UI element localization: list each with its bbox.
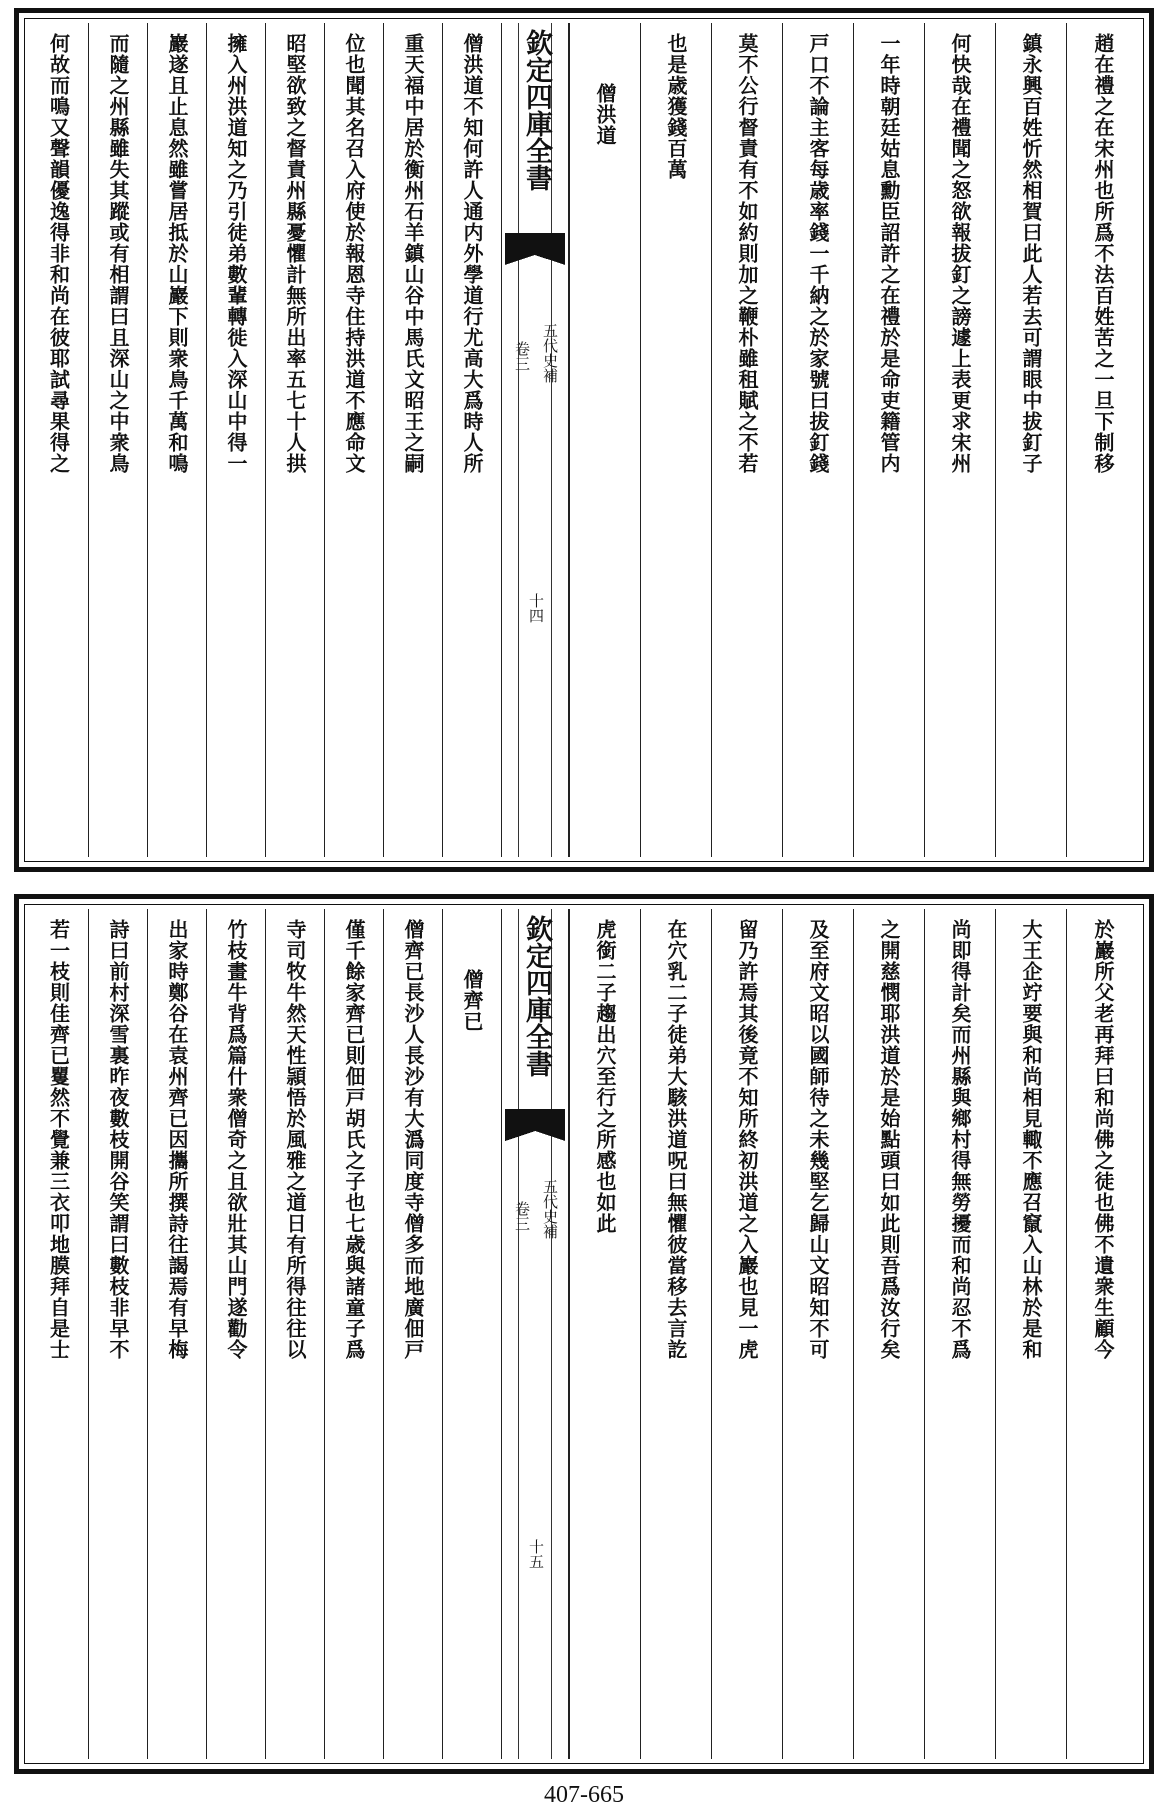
text-column: 僧齊已 bbox=[442, 909, 501, 1759]
section-title: 五代史補 bbox=[541, 323, 559, 383]
page-code: 407-665 bbox=[544, 1782, 624, 1808]
text-column: 尚即得計矣而州縣與鄉村得無勞擾而和尚忍不爲 bbox=[924, 909, 995, 1759]
text-column: 大王企竚要與和尚相見輙不應召竄入山林於是和 bbox=[995, 909, 1066, 1759]
volume-label: 卷三 bbox=[513, 341, 531, 371]
text-column: 虎銜二子趨出穴至行之所感也如此 bbox=[569, 909, 640, 1759]
text-column: 重天福中居於衡州石羊鎮山谷中馬氏文昭王之嗣 bbox=[383, 23, 442, 857]
bottom-page-columns bbox=[29, 909, 1139, 1759]
page-number: 十四 bbox=[527, 593, 545, 623]
text-column: 竹枝畫牛背爲篇什衆僧奇之且欲壯其山門遂勸令 bbox=[206, 909, 265, 1759]
text-column: 寺司牧牛然天性頴悟於風雅之道日有所得往往以 bbox=[265, 909, 324, 1759]
text-column: 僅千餘家齊已則佃戸胡氏之子也七歳與諸童子爲 bbox=[324, 909, 383, 1759]
text-column: 何故而鳴又聲韻優逸得非和尚在彼耶試尋果得之 bbox=[46, 33, 71, 474]
text-column: 何快哉在禮聞之怒欲報拔釘之謗遽上表更求宋州 bbox=[924, 23, 995, 857]
top-page-columns bbox=[29, 23, 1139, 857]
text-column: 之開慈憫耶洪道於是始點頭曰如此則吾爲汝行矣 bbox=[853, 909, 924, 1759]
fish-tail-mark bbox=[505, 1109, 565, 1131]
text-column: 莫不公行督責有不如約則加之鞭朴雖租賦之不若 bbox=[711, 23, 782, 857]
text-column: 一年時朝廷姑息勳臣詔許之在禮於是命吏籍管内 bbox=[853, 23, 924, 857]
center-gutter bbox=[501, 909, 569, 1759]
text-column: 若一枝則佳齊已矍然不覺兼三衣叩地膜拜自是士 bbox=[46, 919, 71, 1360]
text-column: 趙在禮之在宋州也所爲不法百姓苦之一旦下制移 bbox=[1066, 23, 1139, 857]
bottom-page bbox=[14, 894, 1154, 1774]
text-column: 詩曰前村深雪裏昨夜數枝開谷笑謂曰數枝非早不 bbox=[88, 909, 147, 1759]
book-title: 欽定四庫全書 bbox=[521, 29, 552, 191]
text-column: 於巖所父老再拜曰和尚佛之徒也佛不遺衆生顧今 bbox=[1066, 909, 1139, 1759]
text-column: 戸口不論主客每歳率錢一千納之於家號曰拔釘錢 bbox=[782, 23, 853, 857]
text-column: 出家時鄭谷在袁州齊已因攜所撰詩往謁焉有早梅 bbox=[147, 909, 206, 1759]
text-column: 僧洪道 bbox=[569, 23, 640, 857]
text-column: 留乃許焉其後竟不知所終初洪道之入巖也見一虎 bbox=[711, 909, 782, 1759]
text-column: 鎮永興百姓忻然相賀曰此人若去可謂眼中拔釘子 bbox=[995, 23, 1066, 857]
text-column: 也是歳獲錢百萬 bbox=[640, 23, 711, 857]
page-number: 十五 bbox=[527, 1539, 545, 1569]
fish-tail-mark bbox=[505, 233, 565, 255]
volume-label: 卷三 bbox=[513, 1201, 531, 1231]
text-column: 在穴乳二子徒弟大駭洪道呪曰無懼彼當移去言訖 bbox=[640, 909, 711, 1759]
text-column: 而隨之州縣雖失其蹤或有相謂曰且深山之中衆鳥 bbox=[88, 23, 147, 857]
center-gutter bbox=[501, 23, 569, 857]
text-column: 僧洪道不知何許人通内外學道行尤高大爲時人所 bbox=[442, 23, 501, 857]
text-column: 位也聞其名召入府使於報恩寺住持洪道不應命文 bbox=[324, 23, 383, 857]
top-page bbox=[14, 8, 1154, 872]
text-column: 巖遂且止息然雖嘗居抵於山巖下則衆鳥千萬和鳴 bbox=[147, 23, 206, 857]
text-column: 及至府文昭以國師待之未幾堅乞歸山文昭知不可 bbox=[782, 909, 853, 1759]
section-title: 五代史補 bbox=[541, 1179, 559, 1239]
text-column: 僧齊已長沙人長沙有大潙同度寺僧多而地廣佃戸 bbox=[383, 909, 442, 1759]
text-column: 昭堅欲致之督責州縣憂懼計無所出率五七十人拱 bbox=[265, 23, 324, 857]
book-title: 欽定四庫全書 bbox=[521, 915, 552, 1077]
text-column: 擁入州洪道知之乃引徒弟數輩轉徙入深山中得一 bbox=[206, 23, 265, 857]
